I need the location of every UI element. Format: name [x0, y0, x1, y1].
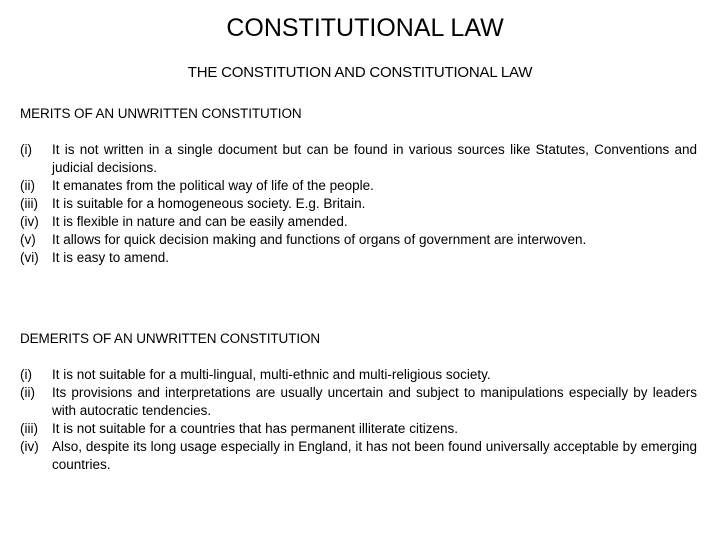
list-marker: (v): [20, 232, 36, 247]
list-item-text: It is easy to amend.: [52, 250, 170, 265]
merits-list: [20, 141, 697, 267]
list-item-text: It is not suitable for a countries that has permanent illiterate citizens.: [52, 421, 458, 436]
list-marker: (vi): [20, 250, 39, 265]
list-marker: (iii): [20, 196, 38, 211]
list-item-text: It is not written in a single document but can be found in various sources like Statutes, Conventions and judicial decisions.: [52, 142, 697, 175]
list-item: [20, 213, 697, 231]
list-item-text: Also, despite its long usage especially in England, it has not been found universally acceptable by emerging countries.: [52, 439, 697, 472]
merits-section: [20, 104, 697, 267]
list-item: [20, 177, 697, 195]
list-item: [20, 438, 697, 474]
list-item: [20, 141, 697, 177]
list-marker: (i): [20, 367, 32, 382]
list-marker: (ii): [20, 178, 35, 193]
list-item: [20, 420, 697, 438]
demerits-heading: DEMERITS OF AN UNWRITTEN CONSTITUTION: [20, 331, 321, 346]
list-item-text: It emanates from the political way of life of the people.: [52, 178, 374, 193]
merits-heading: MERITS OF AN UNWRITTEN CONSTITUTION: [20, 106, 302, 121]
list-item: [20, 195, 697, 213]
list-item-text: It is not suitable for a multi-lingual, multi-ethnic and multi-religious society.: [52, 367, 491, 382]
page-subtitle: THE CONSTITUTION AND CONSTITUTIONAL LAW: [187, 64, 533, 81]
list-marker: (ii): [20, 385, 35, 400]
list-item: [20, 231, 697, 249]
demerits-list: [20, 366, 697, 474]
list-marker: (iv): [20, 214, 39, 229]
list-marker: (i): [20, 142, 32, 157]
demerits-section: [20, 329, 697, 474]
list-item: [20, 384, 697, 420]
list-marker: (iii): [20, 421, 38, 436]
list-item-text: It is flexible in nature and can be easily amended.: [52, 214, 348, 229]
list-item: [20, 366, 697, 384]
page-title: CONSTITUTIONAL LAW: [226, 14, 504, 42]
list-item-text: It is suitable for a homogeneous society. E.g. Britain.: [52, 196, 366, 211]
list-item-text: It allows for quick decision making and functions of organs of government are interwoven.: [52, 232, 587, 247]
list-marker: (iv): [20, 439, 39, 454]
list-item-text: Its provisions and interpretations are usually uncertain and subject to manipulations especially by leaders with autocratic tendencies.: [52, 385, 697, 418]
list-item: [20, 249, 697, 267]
